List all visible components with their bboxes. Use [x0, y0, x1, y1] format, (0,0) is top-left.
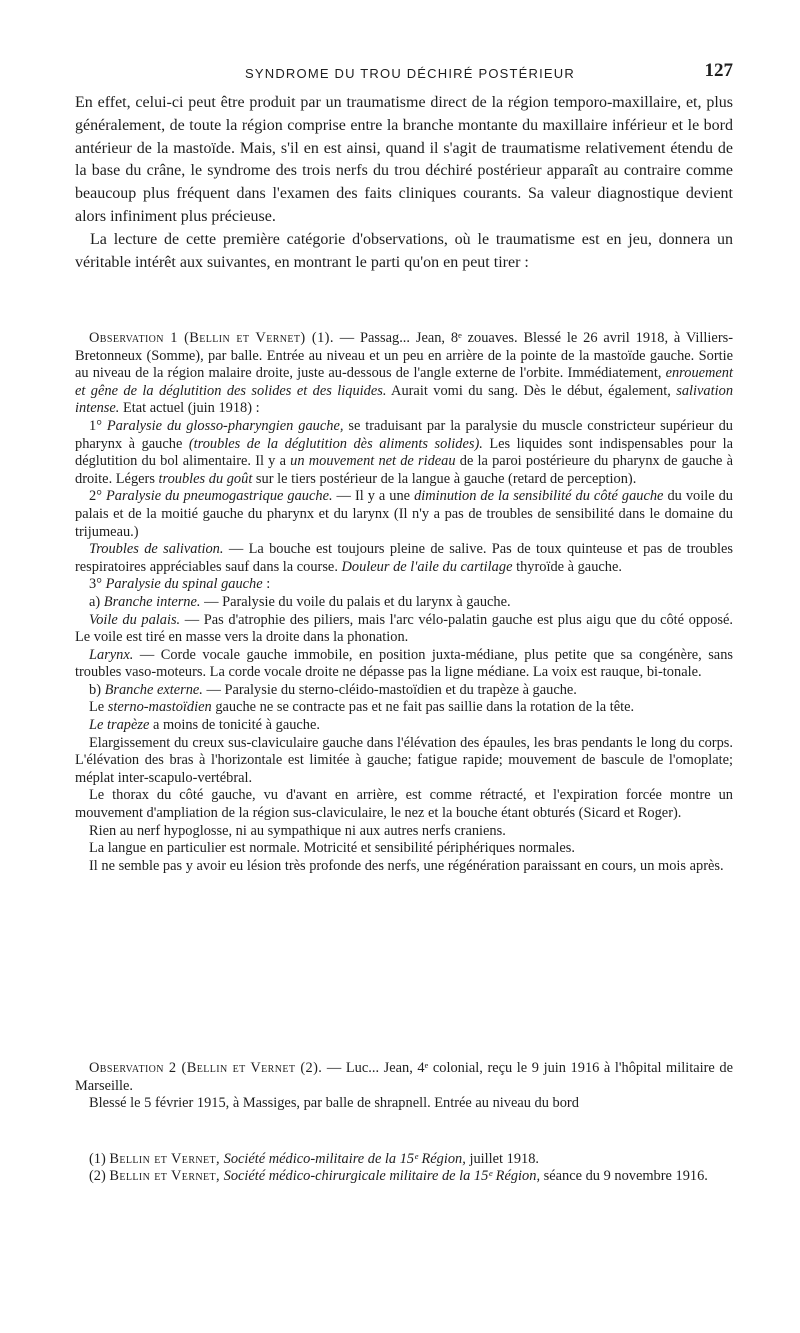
italic-run: Le trapèze — [89, 717, 150, 734]
observation-paragraph — [75, 541, 733, 576]
italic-run: un mouvement net de rideau — [290, 453, 456, 470]
footnotes — [75, 1151, 733, 1186]
observation-paragraph — [75, 330, 733, 418]
observation-paragraph — [75, 647, 733, 682]
observation-paragraph — [75, 717, 733, 735]
italic-run: diminution de la sensibilité du côté gauche — [414, 488, 664, 505]
footnote — [75, 1151, 733, 1168]
section-title: Larynx. — [89, 646, 134, 663]
observation-paragraph — [75, 682, 733, 700]
text-run: — Luc... Jean, 4ᵉ colonial, reçu le 9 juin 1916 à l'hôpital militaire de Marseille. — [75, 1060, 733, 1094]
text-run: Les liquides sont indispensables pour la déglutition du bol alimentaire. Il y a — [75, 435, 733, 470]
footnote — [75, 1168, 733, 1185]
observation-paragraph: La langue en particulier est normale. Motricité et sensibilité périphériques normales. — [89, 840, 575, 857]
section-title: Branche interne. — [103, 593, 201, 610]
footnote-authors: Bellin et Vernet, — [109, 1168, 221, 1185]
text-run: — La bouche est toujours pleine de salive. Pas de toux quinteuse et pas de troubles respiratoires appréciables sauf dans la course. — [75, 541, 734, 575]
text-run: Aurait vomi du sang. Dès le début, également, — [386, 382, 677, 399]
observation-paragraph: Il ne semble pas y avoir eu lésion très profonde des nerfs, une régénération paraissant en cours, un mois après. — [89, 857, 724, 874]
item-label: b) — [89, 681, 105, 698]
text-run: de la paroi postérieure du pharynx de gauche à droite. Légers — [75, 453, 734, 487]
italic-run: (troubles de la déglutition dès aliments solides). — [188, 435, 483, 452]
text-run: se traduisant par la paralysie du muscle constricteur supérieur du pharynx à gauche — [75, 417, 733, 452]
section-title: Troubles de salivation. — [89, 541, 224, 558]
intro-paragraph: La lecture de cette première catégorie d'observations, où le traumatisme est en jeu, donnera un véritable intérêt aux suivantes, en montrant le parti qu'on en peut tirer : — [75, 230, 733, 271]
observation-1 — [75, 330, 733, 875]
observation-paragraph — [75, 1060, 733, 1095]
text-run: — Passag... Jean, 8ᵉ zouaves. Blessé le 26 avril 1918, à Villiers-Bretonneux (Somme), par balle. Entrée au niveau et un peu en arrière de la pointe de la mastoïde gauche. Sortie au niveau de la région malaire droite, juste au-dessous de l'angle externe de l'orbite. Immédiatement, — [75, 330, 733, 382]
item-label: 3° — [89, 576, 106, 593]
footnote-label: (1) — [89, 1151, 110, 1167]
section-title: Paralysie du pneumogastrique gauche. — [105, 488, 333, 505]
observation-paragraph — [75, 594, 733, 612]
text-run: a moins de tonicité à gauche. — [149, 717, 320, 734]
observation-2 — [75, 1060, 733, 1113]
observation-heading: Observation 1 (Bellin et Vernet) (1). — [89, 330, 334, 346]
italic-run: troubles du goût — [158, 470, 253, 487]
section-title: Paralysie du glosso-pharyngien gauche, — [106, 417, 344, 434]
intro-paragraph: En effet, celui-ci peut être produit par un traumatisme direct de la région temporo-maxillaire, et, plus généralement, de toute la région comprise entre la branche montante du maxillaire inférieur et le bord antérieur de la mastoïde. Mais, s'il en est ainsi, quand il s'agit de traumatisme relativement étendu de la base du crâne, le syndrome des trois nerfs du trou déchiré postérieur apparaît au contraire comme beaucoup plus fréquent dans l'examen des faits cliniques courants. Sa valeur diagnostique devient alors infiniment plus précieuse. — [75, 94, 733, 225]
observation-paragraph: Elargissement du creux sus-claviculaire gauche dans l'élévation des épaules, les bras pendants le long du corps. L'élévation des bras à l'horizontale est limitée à gauche; fatigue rapide; mouvement de bascule de l'omoplate; méplat inter-scapulo-vertébral. — [75, 734, 733, 786]
text-run: gauche ne se contracte pas et ne fait pas saillie dans la rotation de la tête. — [211, 699, 635, 716]
text-run: du voile du palais et de la moitié gauche du pharynx et du larynx (Il n'y a pas de troubles de sensibilité dans le domaine du trijumeau.) — [75, 488, 733, 540]
footnote-authors: Bellin et Vernet, — [109, 1151, 221, 1167]
observation-paragraph: Rien au nerf hypoglosse, ni au sympathique ni aux autres nerfs craniens. — [89, 822, 506, 839]
section-title: Branche externe. — [104, 681, 203, 698]
footnote-label: (2) — [89, 1168, 110, 1185]
observation-paragraph: Le thorax du côté gauche, vu d'avant en arrière, est comme rétracté, et l'expiration forcée montre un mouvement d'ampliation de la région sus-claviculaire, le nez et la bouche étant obturés (Sicard et Roger). — [75, 787, 733, 822]
italic-run: salivation intense. — [75, 382, 734, 417]
text-run: — Il y a une — [332, 488, 415, 505]
observation-paragraph: Blessé le 5 février 1915, à Massiges, par balle de shrapnell. Entrée au niveau du bord — [89, 1095, 579, 1112]
text-run: Etat actuel (juin 1918) : — [119, 400, 260, 417]
text-run: — Pas d'atrophie des piliers, mais l'arc vélo-palatin gauche est plus aigu que du côté opposé. Le voile est tiré en masse vers la droite dans la phonation. — [75, 611, 734, 646]
text-run: — Paralysie du voile du palais et du larynx à gauche. — [200, 593, 511, 610]
text-run: Le — [89, 699, 108, 716]
section-title: Voile du palais. — [89, 611, 181, 628]
italic-run: Société médico-militaire de la 15ᵉ Région, — [220, 1151, 466, 1167]
running-head — [75, 60, 735, 86]
italic-run: Société médico-chirurgicale militaire de la 15ᵉ Région, — [220, 1168, 541, 1185]
observation-paragraph — [75, 699, 733, 717]
italic-run: Douleur de l'aile du cartilage — [341, 558, 513, 575]
text-run: sur le tiers postérieur de la langue à gauche (retard de perception). — [252, 470, 637, 487]
observation-paragraph — [75, 488, 733, 541]
italic-run: enrouement et gêne de la déglutition des solides et des liquides. — [75, 365, 733, 399]
section-title: Paralysie du spinal gauche — [105, 576, 263, 593]
text-run: — Paralysie du sterno-cléido-mastoïdien et du trapèze à gauche. — [202, 681, 577, 698]
intro-text — [75, 92, 733, 274]
text-run: séance du 9 novembre 1916. — [540, 1168, 708, 1185]
item-label: 1° — [89, 417, 107, 434]
italic-run: sterno-mastoïdien — [107, 699, 212, 716]
observation-heading: Observation 2 (Bellin et Vernet (2). — [89, 1060, 323, 1076]
observation-paragraph — [75, 418, 733, 488]
text-run: thyroïde à gauche. — [512, 558, 622, 575]
page-number: 127 — [704, 60, 733, 81]
text-run: — Corde vocale gauche immobile, en position juxta-médiane, plus petite que sa congénère, sans troubles vaso-moteurs. La corde vocale droite ne dépasse pas la ligne médiane. La voix est rauque, bi-tonale. — [75, 646, 733, 681]
observation-paragraph — [75, 612, 733, 647]
item-label: 2° — [89, 488, 106, 505]
item-label: a) — [89, 593, 104, 610]
running-title: SYNDROME DU TROU DÉCHIRÉ POSTÉRIEUR — [245, 66, 575, 81]
text-run: : — [262, 576, 271, 593]
text-run: juillet 1918. — [465, 1151, 540, 1167]
observation-paragraph — [75, 576, 733, 594]
